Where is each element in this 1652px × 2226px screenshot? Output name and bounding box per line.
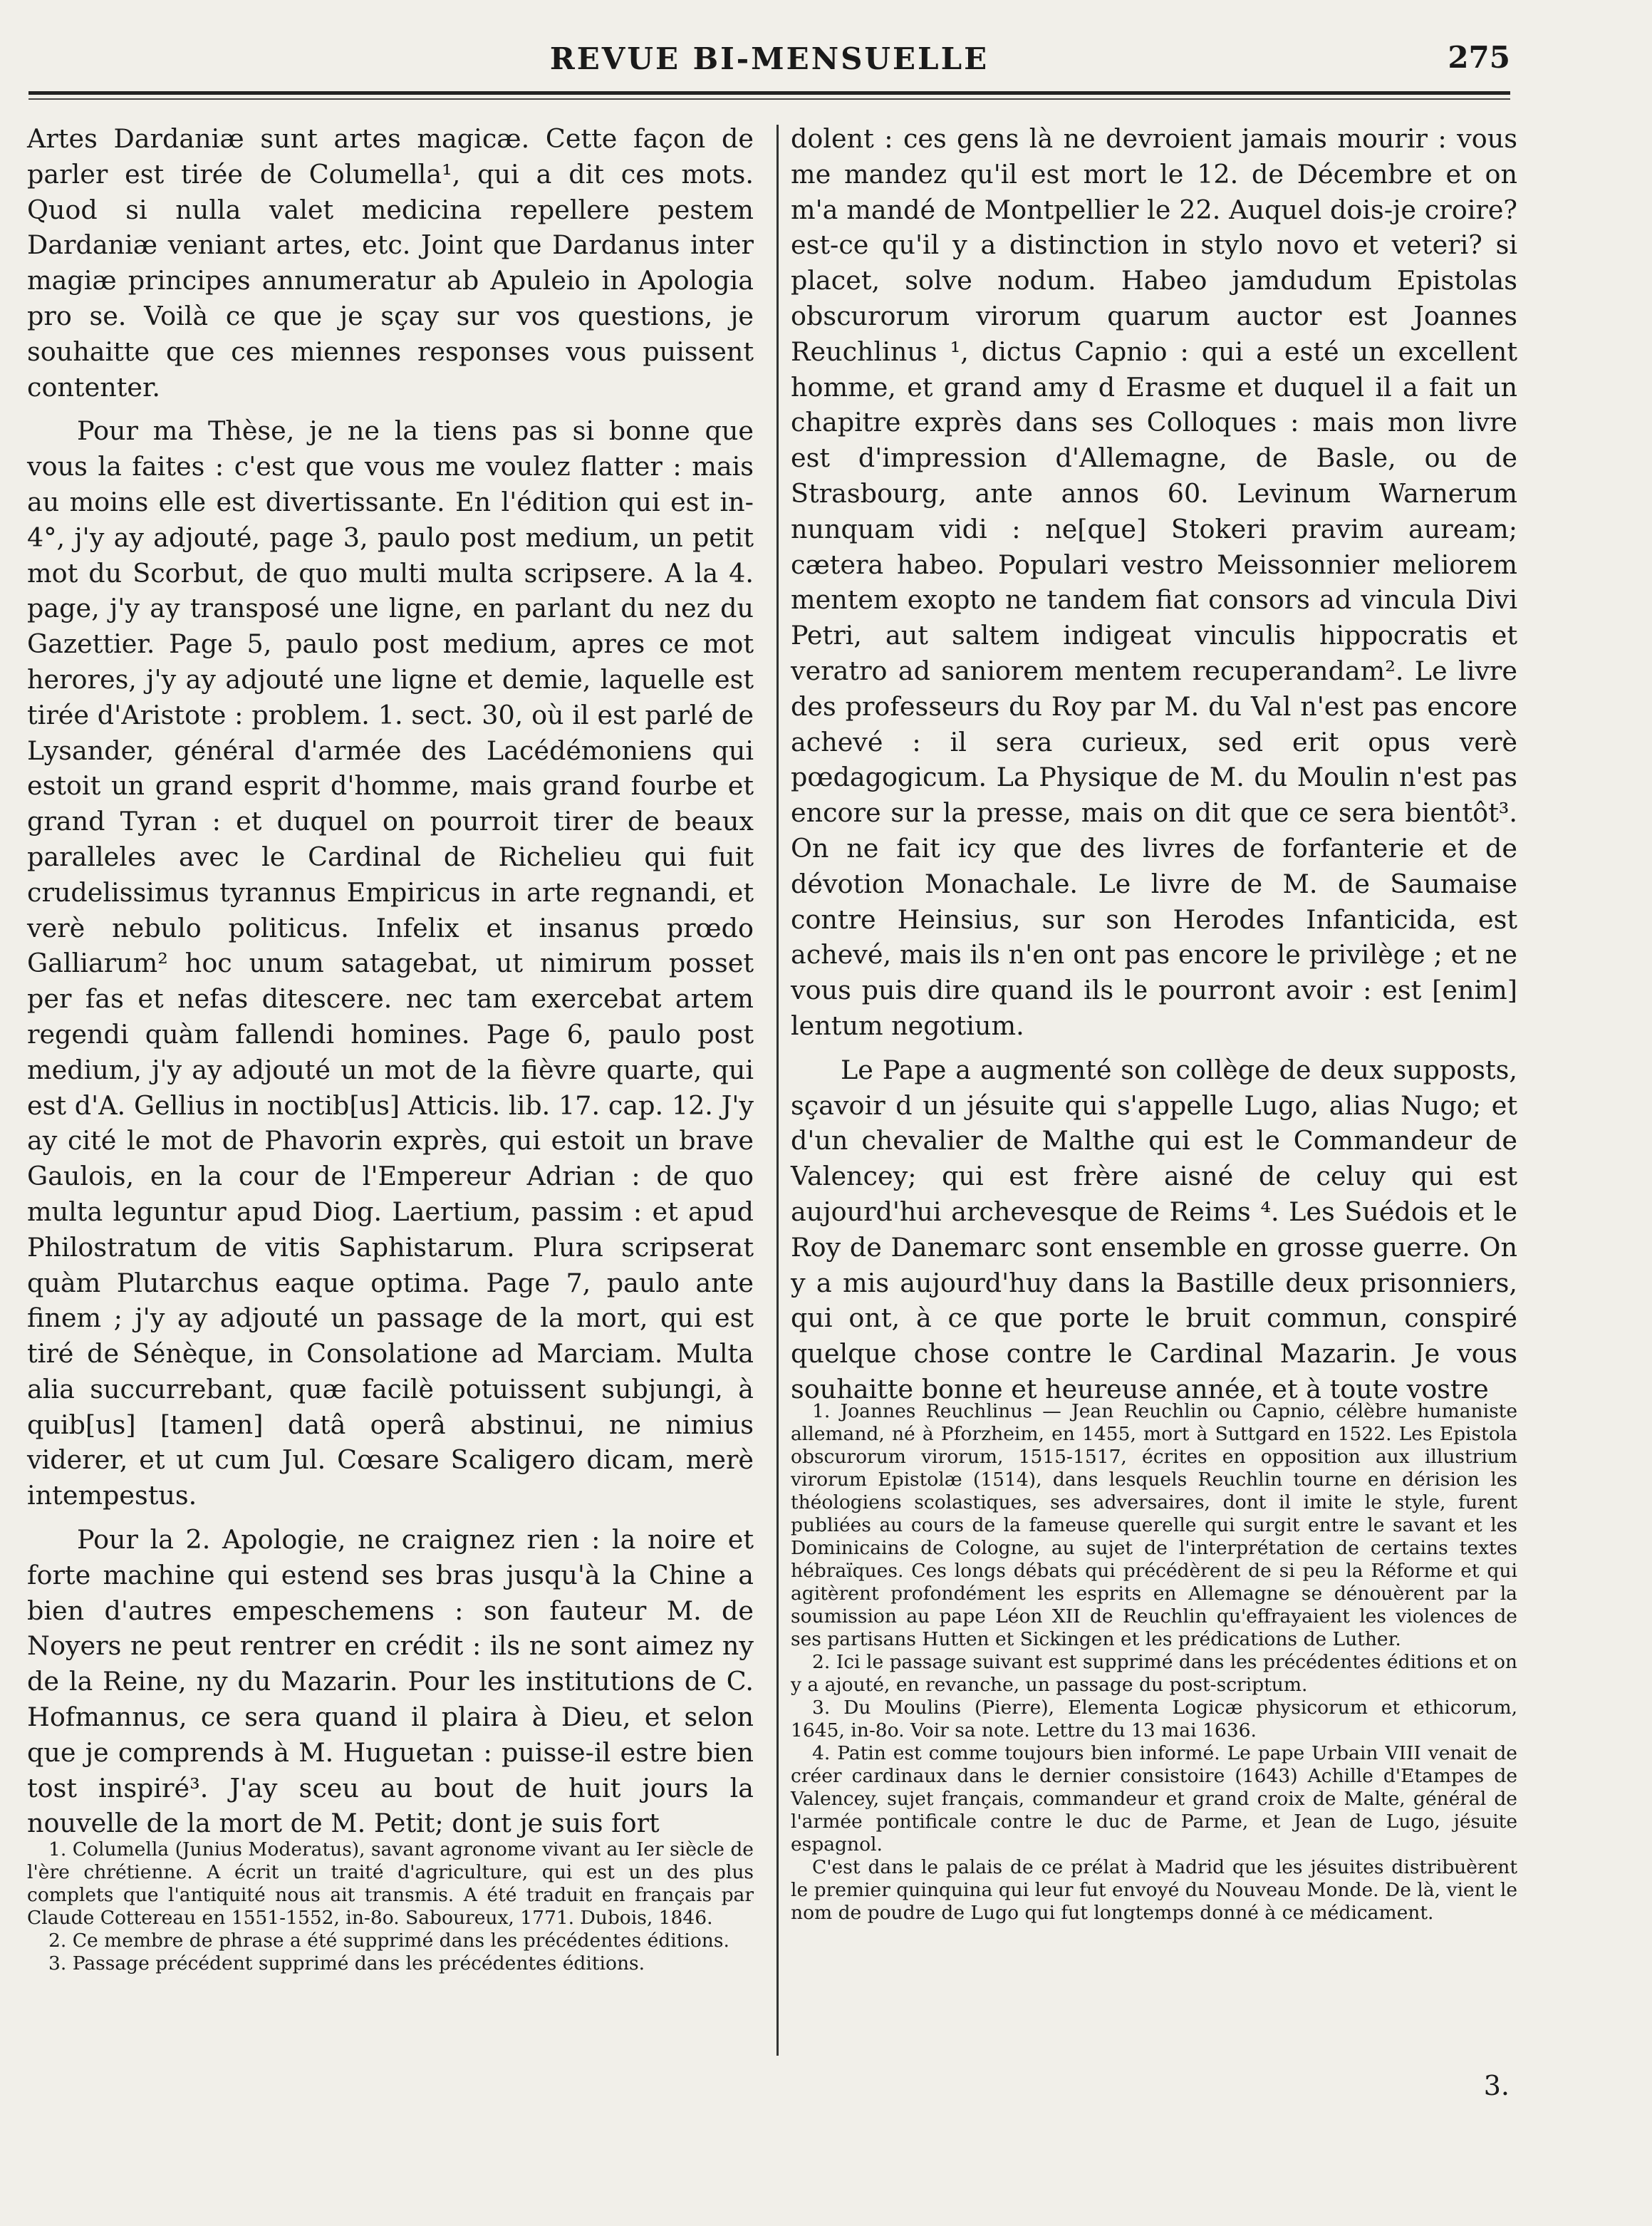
right-column	[791, 121, 1517, 1416]
footnote: 3. Passage précédent supprimé dans les précédentes éditions.	[48, 1952, 645, 1974]
footnote: C'est dans le palais de ce prélat à Madrid que les jésuites distribuèrent le premier quinquina qui leur fut envoyé du Nouveau Monde. De là, vient le nom de poudre de Lugo qui fut longtemps donné à ce médicament.	[791, 1856, 1517, 1924]
footnote: 2. Ce membre de phrase a été supprimé dans les précédentes éditions.	[48, 1930, 729, 1952]
signature-mark: 3.	[1483, 2070, 1510, 2101]
paragraph: Pour ma Thèse, je ne la tiens pas si bonne que vous la faites : c'est que vous me voulez flatter : mais au moins elle est divertissante. En l'édition qui est in-4°, j'y ay adjouté, page 3, paulo post medium, un petit mot du Scorbut, de quo multi multa scripsere. A la 4. page, j'y ay transposé une ligne, en parlant du nez du Gazettier. Page 5, paulo post medium, apres ce mot herores, j'y ay adjouté une ligne et demie, laquelle est tirée d'Aristote : problem. 1. sect. 30, où il est parlé de Lysander, général d'armée des Lacédémoniens qui estoit un grand esprit d'homme, mais grand fourbe et grand Tyran : et duquel on pourroit tirer de beaux paralleles avec le Cardinal de Richelieu qui fuit crudelissimus tyrannus Empiricus in arte regnandi, et verè nebulo politicus. Infelix et insanus prœdo Galliarum² hoc unum satagebat, ut nimirum posset per fas et nefas ditescere. nec tam exercebat artem regendi quàm fallendi homines. Page 6, paulo post medium, j'y ay adjouté un mot de la fièvre quarte, qui est d'A. Gellius in noctib[us] Atticis. lib. 17. cap. 12. J'y ay cité le mot de Phavorin exprès, qui estoit un brave Gaulois, en la cour de l'Empereur Adrian : de quo multa leguntur apud Diog. Laertium, passim : et apud Philostratum de vitis Saphistarum. Plura scripserat quàm Plutarchus eaque optima. Page 7, paulo ante finem ; j'y ay adjouté un passage de la mort, qui est tiré de Sénèque, in Consolatione ad Marciam. Multa alia succurrebant, quæ facilè potuissent subjungi, à quib[us] [tamen] datâ operâ abstinui, ne nimius viderer, et ut cum Jul. Cœsare Scaligero dicam, merè intempestus.	[27, 415, 754, 1511]
column-divider	[776, 125, 779, 2056]
footnote: 4. Patin est comme toujours bien informé. Le pape Urbain VIII venait de créer cardinaux dans le dernier consistoire (1643) Achille d'Etampes de Valencey, sujet français, commandeur et grand croix de Malte, général de l'armée pontificale contre le duc de Parme, et Jean de Lugo, jésuite espagnol.	[791, 1742, 1517, 1855]
header-rule-thin	[28, 98, 1510, 100]
paragraph: Artes Dardaniæ sunt artes magicæ. Cette façon de parler est tirée de Columella¹, qui a dit ces mots. Quod si nulla valet medicina repellere pestem Dardaniæ veniant artes, etc. Joint que Dardanus inter magiæ principes annumeratur ab Apuleio in Apologia pro se. Voilà ce que je sçay sur vos questions, je souhaitte que ces miennes responses vous puissent contenter.	[27, 123, 754, 403]
paragraph: Le Pape a augmenté son collège de deux supposts, sçavoir d un jésuite qui s'appelle Lugo, alias Nugo; et d'un chevalier de Malthe qui est le Commandeur de Valencey; qui est frère aisné de celuy qui est aujourd'hui archevesque de Reims ⁴. Les Suédois et le Roy de Danemarc sont ensemble en grosse guerre. On y a mis aujourd'huy dans la Bastille deux prisonniers, qui ont, à ce que porte le bruit commun, conspiré quelque chose contre le Cardinal Mazarin. Je vous souhaitte bonne et heureuse année, et à toute vostre	[791, 1054, 1517, 1404]
page-number: 275	[1448, 40, 1510, 75]
footnote: 3. Du Moulins (Pierre), Elementa Logicæ physicorum et ethicorum, 1645, in-8o. Voir sa note. Lettre du 13 mai 1636.	[791, 1697, 1517, 1741]
footnote: 2. Ici le passage suivant est supprimé dans les précédentes éditions et on y a ajouté, en revanche, un passage du post-scriptum.	[791, 1651, 1517, 1696]
paragraph: Pour la 2. Apologie, ne craignez rien : la noire et forte machine qui estend ses bras jusqu'à la Chine a bien d'autres empeschemens : son fauteur M. de Noyers ne peut rentrer en crédit : ils ne sont aimez ny de la Reine, ny du Mazarin. Pour les institutions de C. Hofmannus, ce sera quand il plaira à Dieu, et selon que je comprends à M. Huguetan : puisse-il estre bien tost inspiré³. J'ay sceu au bout de huit jours la nouvelle de la mort de M. Petit; dont je suis fort	[27, 1524, 754, 1839]
left-column	[27, 121, 754, 1850]
paragraph: dolent : ces gens là ne devroient jamais mourir : vous me mandez qu'il est mort le 12. de Décembre et on m'a mandé de Montpellier le 22. Auquel dois-je croire? est-ce qu'il y a distinction in stylo novo et veteri? si placet, solve nodum. Habeo jamdudum Epistolas obscurorum virorum quarum auctor est Joannes Reuchlinus ¹, dictus Capnio : qui a esté un excellent homme, et grand amy d Erasme et duquel il a fait un chapitre exprès dans ses Colloques : mais mon livre est d'impression d'Allemagne, de Basle, ou de Strasbourg, ante annos 60. Levinum Warnerum nunquam vidi : ne[que] Stokeri pravim auream; cætera habeo. Populari vestro Meissonnier meliorem mentem exopto ne tandem fiat consors ad vincula Divi Petri, aut saltem indigeat vinculis hippocratis et veratro ad saniorem mentem recuperandam². Le livre des professeurs du Roy par M. du Val n'est pas encore achevé : il sera curieux, sed erit opus verè pœdagogicum. La Physique de M. du Moulin n'est pas encore sur la presse, mais on dit que ce sera bientôt³. On ne fait icy que des livres de forfanterie et de dévotion Monachale. Le livre de M. de Saumaise contre Heinsius, sur son Herodes Infanticida, est achevé, mais ils n'en ont pas encore le privilège ; et ne vous puis dire quand ils le pourront avoir : est [enim] lentum negotium.	[791, 123, 1517, 1041]
footnote: 1. Columella (Junius Moderatus), savant agronome vivant au Ier siècle de l'ère chrétienne. A écrit un traité d'agriculture, qui est un des plus complets que l'antiquité nous ait transmis. A été traduit en français par Claude Cottereau en 1551-1552, in-8o. Saboureux, 1771. Dubois, 1846.	[27, 1838, 754, 1929]
right-footnotes	[791, 1400, 1517, 1925]
left-footnotes	[27, 1838, 754, 1975]
footnote: 1. Joannes Reuchlinus — Jean Reuchlin ou Capnio, célèbre humaniste allemand, né à Pforzheim, en 1455, mort à Suttgard en 1522. Les Epistola obscurorum virorum, 1515-1517, écrites en opposition aux illustrium virorum Epistolæ (1514), dans lesquels Reuchlin tourne en dérision les théologiens scolastiques, ses adversaires, dont il imite le style, furent publiées au cours de la fameuse querelle qui surgit entre le savant et les Dominicains de Cologne, au sujet de l'interprétation de certains textes hébraïques. Ces longs débats qui précédèrent de si peu la Réforme et qui agitèrent profondément les esprits en Allemagne se dénouèrent par la soumission au pape Léon XII de Reuchlin qu'effrayaient les violences de ses partisans Hutten et Sickingen et les prédications de Luther.	[791, 1400, 1517, 1650]
running-header	[28, 36, 1510, 86]
header-rule	[28, 91, 1510, 95]
journal-title: REVUE BI-MENSUELLE	[549, 41, 989, 76]
